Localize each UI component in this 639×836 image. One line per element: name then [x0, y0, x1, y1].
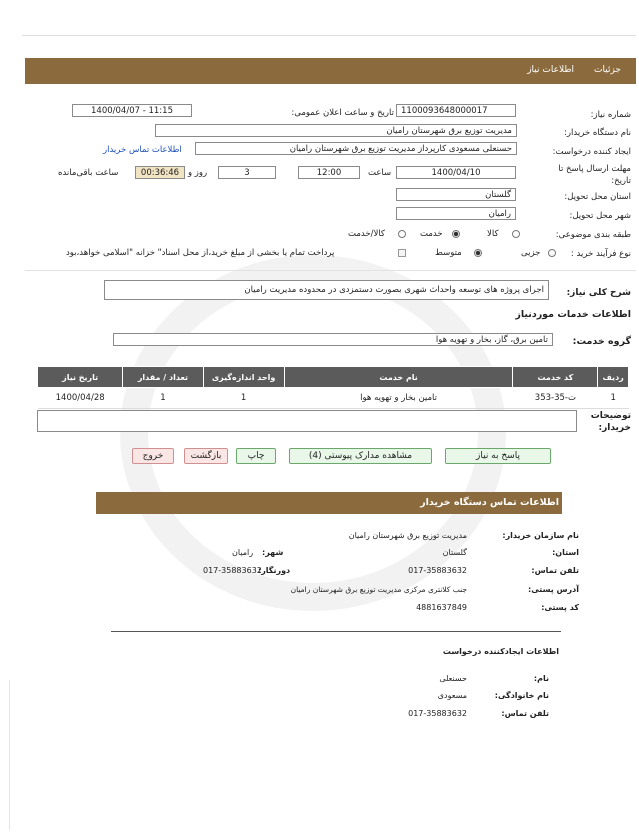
announce-label: تاریخ و ساعت اعلان عمومی: — [291, 108, 394, 118]
cell-row: 1 — [598, 388, 629, 409]
divider — [25, 270, 636, 271]
contact-city-label: شهر: — [262, 548, 284, 557]
province-field: گلستان — [396, 188, 516, 201]
buyer-org-label: نام دستگاه خریدار: — [564, 128, 631, 138]
creator-info-title: اطلاعات ایجادکننده درخواست — [442, 647, 559, 656]
creator-field: حسنعلی مسعودی کارپرداز مدیریت توزیع برق شهرستان رامیان — [195, 142, 517, 155]
contact-fax-value: 017-35883632 — [203, 566, 262, 575]
time-label: ساعت — [368, 168, 392, 178]
service-group-label: گروه خدمت: — [572, 336, 631, 347]
deadline-label: مهلت ارسال پاسخ تا تاریخ: — [558, 164, 631, 186]
contact-phone-value: 017-35883632 — [408, 566, 467, 575]
contact-section-title: اطلاعات تماس دستگاه خریدار — [420, 497, 559, 508]
city-field: رامیان — [396, 207, 516, 220]
notes-label: توضیحات خریدار: — [590, 411, 631, 433]
service-group-field: تامین برق، گاز، بخار و تهویه هوا — [113, 333, 553, 346]
contact-province-value: گلستان — [442, 548, 467, 557]
table-header-row — [38, 367, 629, 388]
contact-org-value: مدیریت توزیع برق شهرستان رامیان — [348, 531, 467, 540]
cell-quantity: 1 — [123, 388, 203, 409]
creator-family-value: مسعودی — [437, 691, 467, 700]
table-row — [38, 388, 629, 409]
creator-name-value: حسنعلی — [439, 674, 467, 683]
cell-service-code: ت-35-353 — [513, 388, 598, 409]
cell-service-name: تامین بخار و تهویه هوا — [284, 388, 513, 409]
services-table — [37, 366, 629, 409]
col-service-name: نام خدمت — [284, 367, 513, 388]
creator-phone-label: تلفن تماس: — [501, 709, 549, 718]
cell-need-date: 1400/04/28 — [38, 388, 123, 409]
back-button[interactable]: بازگشت — [184, 448, 228, 464]
remaining-time-field: 00:36:46 — [135, 166, 185, 179]
creator-phone-value: 017-35883632 — [408, 709, 467, 718]
buyer-org-field: مدیریت توزیع برق شهرستان رامیان — [155, 124, 517, 137]
deadline-date-field: 1400/04/10 — [396, 166, 516, 179]
contact-fax-label: دورنگار: — [258, 566, 291, 575]
proc-partial-label: جزیی — [521, 248, 541, 258]
proc-medium-radio[interactable] — [474, 249, 482, 257]
remaining-label: ساعت باقی‌مانده — [58, 168, 119, 178]
print-button[interactable]: چاپ — [236, 448, 276, 464]
days-label: روز و — [188, 168, 208, 178]
watermark-logo — [120, 255, 506, 611]
cat-goods-service-label: کالا/خدمت — [348, 229, 385, 239]
proc-partial-radio[interactable] — [548, 249, 556, 257]
buyer-contact-link[interactable]: اطلاعات تماس خریدار — [103, 145, 182, 155]
creator-family-label: نام خانوادگی: — [494, 691, 549, 700]
cat-goods-service-radio[interactable] — [398, 230, 406, 238]
contact-postal-value: 4881637849 — [416, 603, 467, 612]
nav-need-info[interactable]: اطلاعات نیاز — [527, 65, 574, 75]
col-row: ردیف — [598, 367, 629, 388]
cat-goods-radio[interactable] — [512, 230, 520, 238]
contact-address-label: آدرس پستی: — [528, 585, 579, 594]
payment-note: پرداخت تمام یا بخشی از مبلغ خرید،از محل اسناد" خزانه "اسلامی خواهد،بود — [66, 248, 335, 258]
cat-goods-label: کالا — [487, 229, 499, 239]
cat-service-label: خدمت — [420, 229, 443, 239]
exit-button[interactable]: خروج — [132, 448, 174, 464]
creator-name-label: نام: — [533, 674, 549, 683]
summary-field: اجرای پروژه های توسعه واحداث شهری بصورت دستمزدی در محدوده مدیریت رامیان — [104, 280, 549, 300]
contact-org-label: نام سازمان خریدار: — [502, 531, 579, 540]
top-border — [22, 35, 636, 36]
col-quantity: تعداد / مقدار — [123, 367, 203, 388]
days-field: 3 — [218, 166, 276, 179]
process-label: نوع فرآیند خرید : — [570, 249, 631, 259]
left-edge — [9, 680, 10, 830]
creator-label: ایجاد کننده درخواست: — [552, 147, 631, 157]
contact-postal-label: کد پستی: — [541, 603, 579, 612]
payment-checkbox[interactable] — [398, 249, 406, 257]
cell-unit: 1 — [203, 388, 284, 409]
nav-details[interactable]: جزئیات — [594, 65, 621, 75]
deadline-time-field: 12:00 — [298, 166, 360, 179]
cat-service-radio[interactable] — [452, 230, 460, 238]
col-unit: واحد اندازه‌گیری — [203, 367, 284, 388]
proc-medium-label: متوسط — [435, 248, 462, 258]
col-service-code: کد خدمت — [513, 367, 598, 388]
contact-city-value: رامیان — [232, 548, 254, 557]
summary-label: شرح کلی نیاز: — [566, 288, 631, 298]
attachments-button[interactable]: مشاهده مدارک پیوستی (4) — [289, 448, 432, 464]
contact-province-label: استان: — [552, 548, 579, 557]
reply-button[interactable]: پاسخ به نیاز — [445, 448, 551, 464]
category-label: طبقه بندی موضوعی: — [555, 230, 631, 240]
col-need-date: تاریخ نیاز — [38, 367, 123, 388]
services-title: اطلاعات خدمات موردنیاز — [515, 309, 631, 320]
notes-field[interactable] — [37, 410, 577, 432]
contact-divider — [111, 631, 561, 632]
announce-field: 1400/04/07 - 11:15 — [72, 104, 192, 117]
province-label: استان محل تحویل: — [564, 192, 631, 202]
contact-phone-label: تلفن تماس: — [531, 566, 579, 575]
city-label: شهر محل تحویل: — [569, 211, 631, 221]
contact-address-value: جنب کلانتری مرکزی مدیریت توزیع برق شهرستان رامیان — [290, 585, 467, 594]
need-number-label: شماره نیاز: — [590, 110, 631, 120]
need-number-field: 1100093648000017 — [396, 104, 516, 117]
